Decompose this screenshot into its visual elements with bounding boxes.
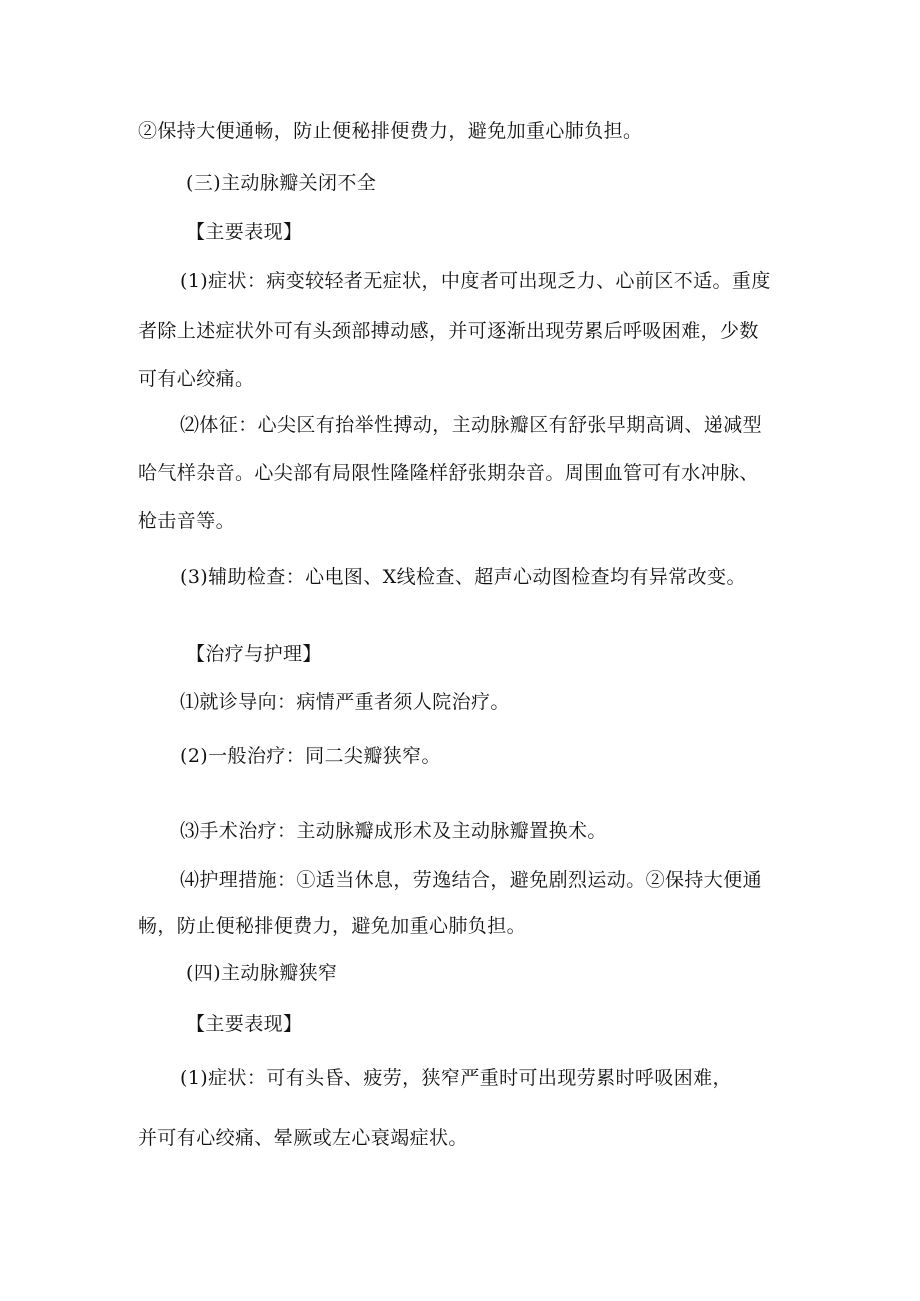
section-heading: (三)主动脉瓣关闭不全 bbox=[186, 172, 377, 194]
subsection-heading: 【治疗与护理】 bbox=[186, 643, 322, 665]
section-heading: (四)主动脉瓣狭窄 bbox=[186, 962, 338, 984]
paragraph-line: 并可有心绞痛、晕厥或左心衰竭症状。 bbox=[138, 1127, 468, 1149]
paragraph-line: 畅，防止便秘排便费力，避免加重心肺负担。 bbox=[138, 915, 527, 937]
paragraph-line: ⑷护理措施：①适当休息，劳逸结合，避免剧烈运动。②保持大便通 bbox=[180, 869, 763, 891]
paragraph-line: 枪击音等。 bbox=[138, 510, 236, 532]
paragraph-line: ⑴就诊导向：病情严重者须人院治疗。 bbox=[180, 691, 510, 713]
paragraph-line: (1)症状：病变较轻者无症状，中度者可出现乏力、心前区不适。重度 bbox=[180, 270, 771, 292]
subsection-heading: 【主要表现】 bbox=[186, 1013, 303, 1035]
paragraph-line: (1)症状：可有头昏、疲劳，狭窄严重时可出现劳累时呼吸困难， bbox=[180, 1067, 732, 1089]
paragraph-line: ②保持大便通畅，防止便秘排便费力，避免加重心肺负担。 bbox=[138, 120, 643, 142]
paragraph-line: 可有心绞痛。 bbox=[138, 368, 255, 390]
paragraph-line: (3)辅助检查：心电图、X线检查、超声心动图检查均有异常改变。 bbox=[180, 566, 746, 588]
paragraph-line: ⑶手术治疗：主动脉瓣成形术及主动脉瓣置换术。 bbox=[180, 820, 607, 842]
paragraph-line: ⑵体征：心尖区有抬举性搏动，主动脉瓣区有舒张早期高调、递减型 bbox=[180, 414, 763, 436]
paragraph-line: (2)一般治疗：同二尖瓣狭窄。 bbox=[180, 745, 441, 767]
subsection-heading: 【主要表现】 bbox=[186, 221, 303, 243]
paragraph-line: 者除上述症状外可有头颈部搏动感，并可逐渐出现劳累后呼吸困难，少数 bbox=[138, 320, 759, 342]
paragraph-line: 哈气样杂音。心尖部有局限性隆隆样舒张期杂音。周围血管可有水冲脉、 bbox=[138, 462, 759, 484]
